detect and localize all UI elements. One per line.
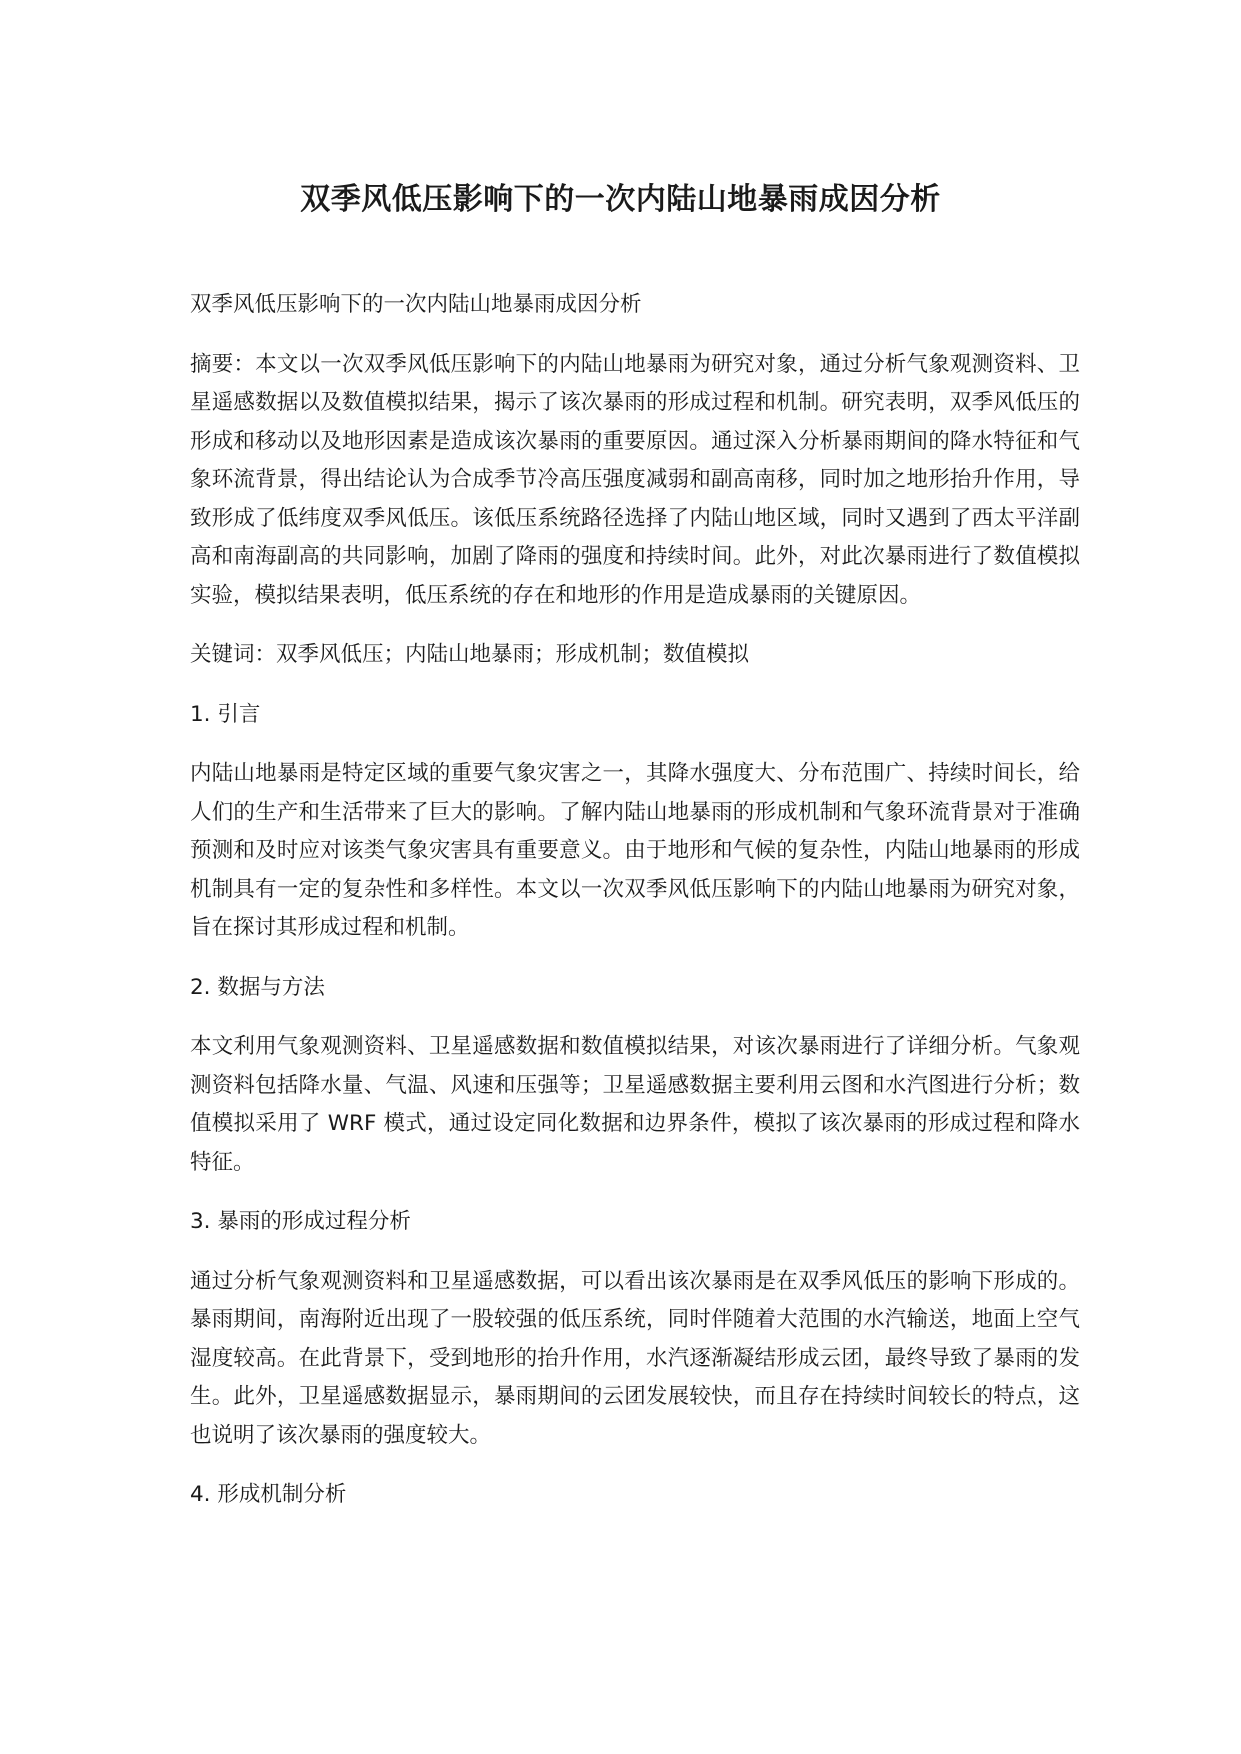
section-heading-data-methods: 2. 数据与方法 (190, 974, 325, 1000)
section-heading-formation-mechanism: 4. 形成机制分析 (190, 1482, 347, 1507)
section-body-data-methods: 本文利用气象观测资料、卫星遥感数据和数值模拟结果，对该次暴雨进行了详细分析。气象观测资料包括降水量、气温、风速和压强等；卫星遥感数据主要利用云图和水汽图进行分析；数值模拟采用了 WRF 模式，通过设定同化数据和边界条件，模拟了该次暴雨的形成过程和降水特征。 (190, 1034, 1080, 1175)
document-title: 双季风低压影响下的一次内陆山地暴雨成因分析 (300, 182, 941, 217)
keywords-line: 关键词：双季风低压；内陆山地暴雨；形成机制；数值模拟 (190, 642, 750, 667)
abstract-paragraph: 摘要：本文以一次双季风低压影响下的内陆山地暴雨为研究对象，通过分析气象观测资料、卫星遥感数据以及数值模拟结果，揭示了该次暴雨的形成过程和机制。研究表明，双季风低压的形成和移动以及地形因素是造成该次暴雨的重要原因。通过深入分析暴雨期间的降水特征和气象环流背景，得出结论认为合成季节冷高压强度减弱和副高南移，同时加之地形抬升作用，导致形成了低纬度双季风低压。该低压系统路径选择了内陆山地区域，同时又遇到了西太平洋副高和南海副高的共同影响，加剧了降雨的强度和持续时间。此外，对此次暴雨进行了数值模拟实验，模拟结果表明，低压系统的存在和地形的作用是造成暴雨的关键原因。 (190, 351, 1080, 608)
section-heading-introduction: 1. 引言 (190, 701, 261, 727)
document-body (190, 286, 1080, 1536)
section-body-introduction: 内陆山地暴雨是特定区域的重要气象灾害之一，其降水强度大、分布范围广、持续时间长，给人们的生产和生活带来了巨大的影响。了解内陆山地暴雨的形成机制和气象环流背景对于准确预测和及时应对该类气象灾害具有重要意义。由于地形和气候的复杂性，内陆山地暴雨的形成机制具有一定的复杂性和多样性。本文以一次双季风低压影响下的内陆山地暴雨为研究对象，旨在探讨其形成过程和机制。 (190, 761, 1080, 940)
section-heading-formation-process: 3. 暴雨的形成过程分析 (190, 1209, 411, 1234)
section-body-formation-process: 通过分析气象观测资料和卫星遥感数据，可以看出该次暴雨是在双季风低压的影响下形成的。暴雨期间，南海附近出现了一股较强的低压系统，同时伴随着大范围的水汽输送，地面上空气湿度较高。在此背景下，受到地形的抬升作用，水汽逐渐凝结形成云团，最终导致了暴雨的发生。此外，卫星遥感数据显示，暴雨期间的云团发展较快，而且存在持续时间较长的特点，这也说明了该次暴雨的强度较大。 (190, 1268, 1080, 1448)
document-subtitle: 双季风低压影响下的一次内陆山地暴雨成因分析 (190, 292, 642, 317)
